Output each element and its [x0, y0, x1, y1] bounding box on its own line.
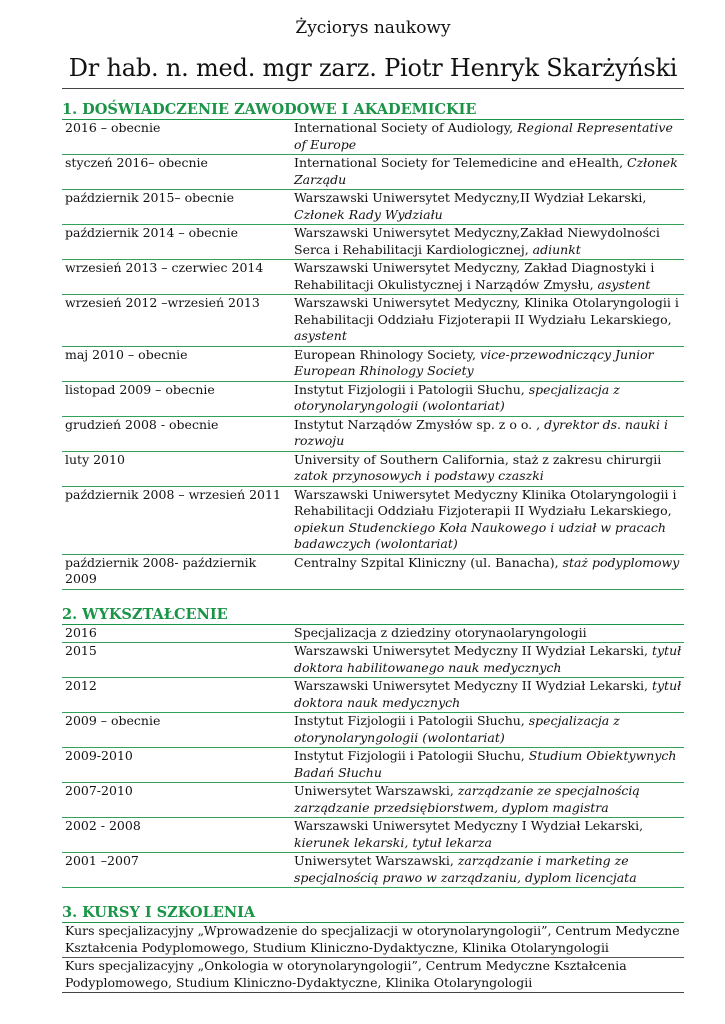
row-description	[291, 190, 684, 225]
row-date: 2009-2010	[62, 748, 291, 783]
row-institution: Uniwersytet Warszawski,	[294, 783, 458, 798]
row-description	[291, 713, 684, 748]
table-row	[62, 451, 684, 486]
row-role: tytuł doktora nauk medycznych	[294, 678, 682, 710]
row-description	[291, 295, 684, 347]
table-row	[62, 120, 684, 155]
row-role: vice-przewodniczący Junior European Rhinology Society	[294, 346, 654, 378]
row-date: listopad 2009 – obecnie	[62, 381, 291, 416]
row-institution: Warszawski Uniwersytet Medyczny I Wydział Lekarski,	[294, 818, 644, 833]
section-heading-courses: 3. KURSY I SZKOLENIA	[62, 904, 256, 921]
row-institution: Warszawski Uniwersytet Medyczny II Wydział Lekarski,	[294, 643, 652, 658]
row-institution: International Society of Audiology,	[294, 120, 518, 135]
row-institution: Warszawski Uniwersytet Medyczny, Zakład Diagnostyki i Rehabilitacji Okulistycznej i Narządów Zmysłu,	[294, 260, 655, 292]
cv-page	[62, 0, 684, 993]
row-date: grudzień 2008 - obecnie	[62, 416, 291, 451]
row-description	[291, 120, 684, 155]
person-name: Dr hab. n. med. mgr zarz. Piotr Henryk Skarżyński	[68, 54, 678, 82]
row-institution: Instytut Fizjologii i Patologii Słuchu,	[294, 713, 529, 728]
table-row	[62, 748, 684, 783]
row-date: 2009 – obecnie	[62, 713, 291, 748]
document-title: Życiorys naukowy	[295, 18, 451, 38]
row-description	[291, 853, 684, 888]
row-role: zarządzanie ze specjalnością zarządzanie przedsiębiorstwem, dyplom magistra	[294, 783, 640, 815]
table-row	[62, 923, 684, 958]
row-institution: Warszawski Uniwersytet Medyczny, Klinika Otolaryngologii i Rehabilitacji Oddziału Fizjoterapii II Wydziału Lekarskiego,	[294, 295, 679, 327]
row-role: Regional Representative of Europe	[294, 120, 673, 152]
row-date: październik 2015– obecnie	[62, 190, 291, 225]
table-row	[62, 381, 684, 416]
row-description	[291, 783, 684, 818]
row-description	[291, 624, 684, 643]
course-entry: Kurs specjalizacyjny „Onkologia w otorynolaryngologii”, Centrum Medyczne Kształcenia Podyplomowego, Studium Kliniczno-Dydaktyczne, Klinika Otolaryngologii	[62, 958, 684, 993]
section-heading-experience: 1. DOŚWIADCZENIE ZAWODOWE I AKADEMICKIE	[62, 101, 477, 118]
row-role: asystent	[597, 276, 651, 292]
table-row	[62, 416, 684, 451]
education-table	[62, 624, 684, 889]
row-date: luty 2010	[62, 451, 291, 486]
row-description	[291, 260, 684, 295]
row-description	[291, 155, 684, 190]
row-institution: Instytut Fizjologii i Patologii Słuchu,	[294, 381, 529, 397]
row-date: 2002 - 2008	[62, 818, 291, 853]
row-institution: Instytut Fizjologii i Patologii Słuchu,	[294, 748, 529, 763]
row-role: opiekun Studenckiego Koła Naukowego i udział w pracach badawczych (wolontariat)	[294, 519, 666, 551]
row-role: Członek Rady Wydziału	[294, 206, 443, 222]
table-row	[62, 624, 684, 643]
table-row	[62, 554, 684, 589]
row-role: zatok przynosowych i podstawy czaszki	[294, 468, 544, 483]
row-description	[291, 346, 684, 381]
table-row	[62, 295, 684, 347]
row-institution: Instytut Narządów Zmysłów sp. z o o. ,	[294, 416, 545, 432]
row-date: 2012	[62, 678, 291, 713]
table-row	[62, 643, 684, 678]
row-description	[291, 748, 684, 783]
row-role: asystent	[294, 328, 347, 343]
section-heading-education: 2. WYKSZTAŁCENIE	[62, 605, 228, 623]
table-row	[62, 346, 684, 381]
row-role: zarządzanie i marketing ze specjalnością prawo w zarządzaniu, dyplom licencjata	[294, 853, 637, 885]
row-role: adiunkt	[532, 241, 581, 257]
table-row	[62, 155, 684, 190]
row-date: 2016	[62, 624, 291, 643]
table-row	[62, 678, 684, 713]
row-role: dyrektor ds. nauki i rozwoju	[294, 416, 669, 448]
row-institution: European Rhinology Society,	[294, 346, 481, 362]
row-institution: Warszawski Uniwersytet Medyczny,Zakład Niewydolności Serca i Rehabilitacji Kardiologicznej,	[294, 225, 660, 257]
row-role: tytuł doktora habilitowanego nauk medycznych	[294, 643, 682, 675]
row-institution: Specjalizacja z dziedziny otorynaolaryngologii	[294, 624, 587, 640]
row-description	[291, 554, 684, 589]
table-row	[62, 225, 684, 260]
row-role: staż podyplomowy	[562, 554, 680, 570]
table-row	[62, 713, 684, 748]
row-date: październik 2014 – obecnie	[62, 225, 291, 260]
table-row	[62, 260, 684, 295]
row-description	[291, 818, 684, 853]
experience-table	[62, 119, 684, 590]
row-description	[291, 225, 684, 260]
row-date: 2016 – obecnie	[62, 120, 291, 155]
row-institution: Warszawski Uniwersytet Medyczny,II Wydział Lekarski,	[294, 190, 647, 205]
course-entry: Kurs specjalizacyjny „Wprowadzenie do specjalizacji w otorynolaryngologii”, Centrum Medyczne Kształcenia Podyplomowego, Studium Kliniczno-Dydaktyczne, Klinika Otolaryngologii	[62, 923, 684, 958]
row-date: 2001 –2007	[62, 853, 291, 888]
row-description	[291, 678, 684, 713]
table-row	[62, 486, 684, 554]
row-date: październik 2008- październik 2009	[62, 554, 291, 589]
row-institution: University of Southern California, staż z zakresu chirurgii	[294, 451, 662, 467]
row-date: wrzesień 2013 – czerwiec 2014	[62, 260, 291, 295]
row-description	[291, 486, 684, 554]
row-role: Członek Zarządu	[294, 155, 678, 187]
row-institution: Centralny Szpital Kliniczny (ul. Banacha),	[294, 554, 563, 570]
row-role: specjalizacja z otorynolaryngologii (wolontariat)	[294, 713, 620, 745]
row-date: wrzesień 2012 –wrzesień 2013	[62, 295, 291, 347]
row-institution: Warszawski Uniwersytet Medyczny II Wydział Lekarski,	[294, 678, 652, 693]
row-description	[291, 643, 684, 678]
row-institution: International Society for Telemedicine and eHealth,	[294, 155, 628, 170]
table-row	[62, 190, 684, 225]
row-institution: Warszawski Uniwersytet Medyczny Klinika Otolaryngologii i Rehabilitacji Oddziału Fizjoterapii II Wydziału Lekarskiego,	[294, 486, 677, 518]
table-row	[62, 783, 684, 818]
row-description	[291, 416, 684, 451]
row-role: kierunek lekarski, tytuł lekarza	[294, 834, 492, 850]
row-date: 2007-2010	[62, 783, 291, 818]
row-description	[291, 381, 684, 416]
table-row	[62, 958, 684, 993]
row-role: Studium Obiektywnych Badań Słuchu	[294, 748, 677, 780]
row-date: październik 2008 – wrzesień 2011	[62, 486, 291, 554]
row-role: specjalizacja z otorynolaryngologii (wolontariat)	[294, 381, 620, 413]
row-date: maj 2010 – obecnie	[62, 346, 291, 381]
title-divider	[62, 88, 684, 89]
table-row	[62, 853, 684, 888]
row-institution: Uniwersytet Warszawski,	[294, 853, 458, 868]
row-description	[291, 451, 684, 486]
table-row	[62, 818, 684, 853]
row-date: 2015	[62, 643, 291, 678]
row-date: styczeń 2016– obecnie	[62, 155, 291, 190]
courses-table	[62, 922, 684, 993]
